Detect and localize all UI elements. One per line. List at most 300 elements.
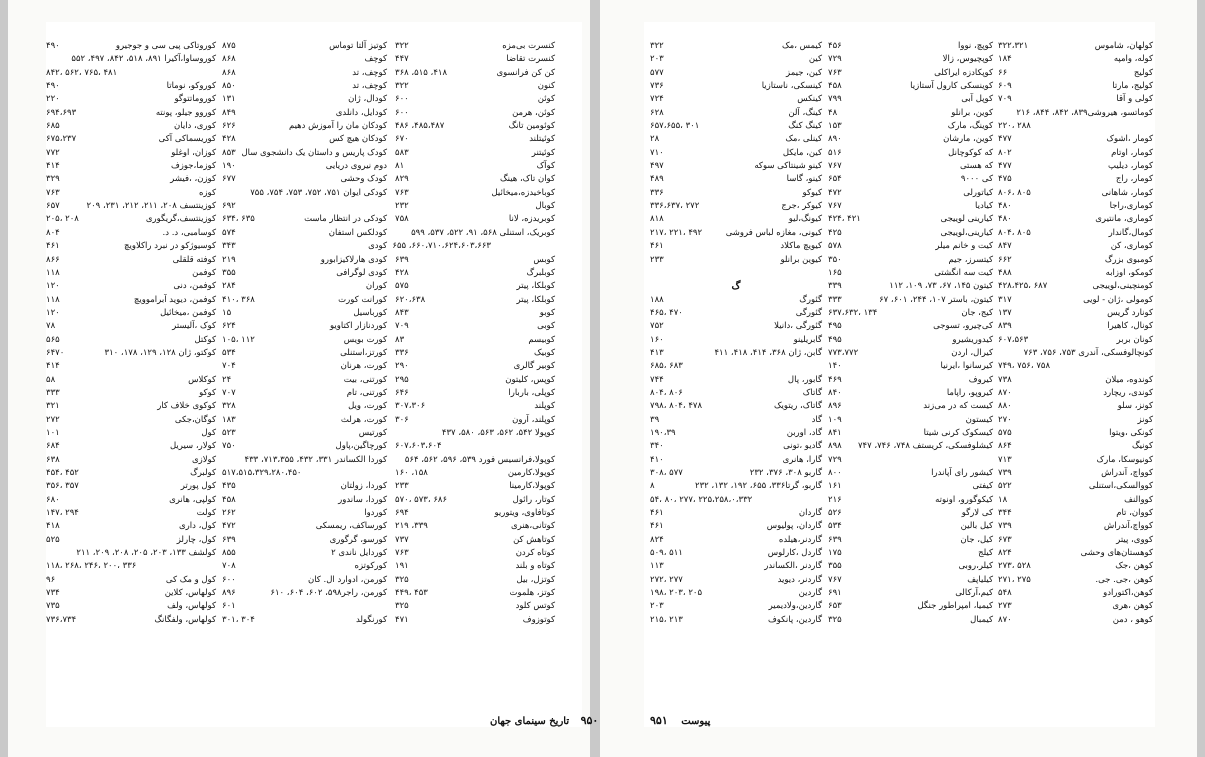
index-entry <box>650 67 822 80</box>
index-entry <box>828 480 993 493</box>
index-entry <box>828 213 993 226</box>
index-entry <box>46 440 216 453</box>
index-entry <box>650 254 822 267</box>
entry-name: کوچف، تد <box>352 67 387 78</box>
entry-name: کونز، سلو <box>1117 401 1153 412</box>
entry-pages: ۳۲۲ <box>650 41 664 51</box>
entry-name: کیادیا <box>975 201 993 212</box>
index-entry <box>46 187 216 200</box>
entry-pages: ۴۱۴ <box>46 161 60 172</box>
entry-pages: ۳۵۷ ،۳۵۶ <box>46 481 79 492</box>
entry-name: کومار، دیلیپ <box>1107 161 1153 172</box>
entry-name: کیلر،روبی <box>958 561 993 572</box>
entry-name: گئورگی ،دانیلا <box>774 321 822 332</box>
index-entry <box>998 547 1153 560</box>
entry-pages: ۲۷۵ ،۲۷۱ <box>998 574 1031 585</box>
entry-pages: ۷۶۳ <box>395 187 409 198</box>
index-column <box>828 40 993 627</box>
entry-name: کولار، سیریل <box>169 441 216 452</box>
entry-name: کنسرت بی‌مزه <box>502 41 555 51</box>
index-entry <box>392 240 555 253</box>
index-entry <box>46 254 216 267</box>
entry-pages: ۷۰۸ <box>222 561 236 572</box>
entry-pages: ۵۸ <box>46 374 56 385</box>
entry-name: کیتون، باستر ۱۰۷، ۲۴۴، ۶۰۱، ۶۷ <box>879 294 993 305</box>
index-entry <box>222 160 387 173</box>
entry-pages: ۲۰۸ ،۲۰۵ <box>46 214 79 225</box>
index-entry <box>46 307 216 320</box>
entry-pages: ۳۲۵ <box>395 601 409 612</box>
entry-pages: ۱۵۸، ۱۶۰ <box>395 468 428 478</box>
entry-name: کوفته قلقلی <box>172 254 216 265</box>
entry-name: کورت، هرنان <box>340 361 387 372</box>
index-entry <box>395 307 555 320</box>
entry-pages: ۱۴۰ <box>828 361 842 372</box>
entry-pages: ۱۸۸ <box>650 294 664 305</box>
entry-pages: ۲۰۵ ،۲۰۳ ،۱۹۸ <box>650 588 703 599</box>
entry-pages: ۳۱۷ <box>998 294 1012 305</box>
index-entry <box>650 53 822 66</box>
index-entry <box>650 454 822 467</box>
entry-pages: ۲۳۳ <box>395 481 409 492</box>
entry-name: کوبیسم <box>528 334 555 345</box>
entry-name: کونیگ <box>1132 441 1153 452</box>
entry-name: کیکوگورو، اونوته <box>935 494 993 505</box>
entry-name: گاد <box>811 414 822 425</box>
index-entry <box>998 427 1153 440</box>
entry-pages: ۲۹۰ <box>395 361 409 372</box>
index-entry <box>998 267 1153 280</box>
index-entry <box>828 520 993 533</box>
entry-pages: ۶۴۶ <box>395 387 409 398</box>
index-entry <box>222 507 387 520</box>
entry-pages: ۵۷۷ ،۳۰۸ <box>650 468 683 478</box>
index-column <box>998 40 1153 627</box>
entry-pages: ۷۰۹ <box>395 321 409 332</box>
entry-name: کیارینی،لوییجی <box>940 227 993 238</box>
entry-pages: ۷۴۴ <box>650 374 664 385</box>
index-entry <box>395 187 555 200</box>
entry-name: کوزینتسف ۲۰۸، ۲۱۱، ۲۱۲، ۲۳۱، ۲۰۹ <box>86 201 216 212</box>
entry-name: کوآک <box>536 161 555 172</box>
entry-pages: ۳۴۳ <box>222 241 236 252</box>
entry-name: کوپولا ۵۴۲، ۵۶۲، ۵۶۳، ۵۸۰، ۴۳۷ <box>441 427 555 438</box>
index-entry <box>222 454 387 467</box>
entry-pages: ۳۲۹ <box>46 174 60 185</box>
entry-name: کیلیاپف <box>967 574 993 585</box>
entry-name: کووان، تام <box>1116 508 1153 519</box>
index-entry <box>828 40 993 53</box>
entry-name: گاردین،ولادیمیر <box>768 601 822 612</box>
index-entry <box>46 133 216 146</box>
entry-name: کوتاهش کن <box>513 534 555 545</box>
index-entry <box>650 427 822 440</box>
index-entry <box>998 187 1153 200</box>
index-entry <box>395 334 555 347</box>
entry-name: کینسکی، ناستازیا <box>761 81 822 92</box>
entry-pages: ۳۲۵ <box>828 614 842 625</box>
index-entry <box>998 600 1153 613</box>
index-entry <box>828 147 993 160</box>
entry-name: کنسرت تقاضا <box>506 54 555 65</box>
entry-pages: ۸۴۰ <box>828 387 842 398</box>
left-page-footer <box>490 714 598 727</box>
entry-pages: ۵۲۶ <box>828 508 842 519</box>
entry-name: کوزما،جوزف <box>171 161 216 172</box>
index-entry <box>395 374 555 387</box>
entry-pages: ۲۸۴ <box>222 281 236 292</box>
entry-name: کوئومین تانگ <box>508 121 555 132</box>
index-entry <box>650 147 822 160</box>
index-entry <box>650 494 822 507</box>
entry-name: کودکی در انتظار ماست <box>304 214 387 225</box>
entry-name: کوپس، کلیتون <box>505 374 555 385</box>
index-entry <box>222 320 387 333</box>
entry-name: کوماری،راجا <box>1109 201 1153 212</box>
entry-name <box>301 467 387 480</box>
index-entry <box>650 334 822 347</box>
entry-pages: ۷۳۸ <box>998 374 1012 385</box>
entry-pages: ۷۰۴ <box>222 361 236 372</box>
index-entry <box>650 600 822 613</box>
index-entry <box>650 534 822 547</box>
entry-pages: ۳۰۱ ،۶۵۷،۶۵۵ <box>650 121 700 132</box>
index-entry <box>998 213 1153 226</box>
index-entry <box>998 93 1153 106</box>
entry-pages: ۶۳۵ ،۶۳۴ <box>222 214 255 225</box>
entry-name: کودکی ایوان ۷۵۱، ۷۵۲، ۷۵۳، ۷۵۴، ۷۵۵ <box>250 187 387 198</box>
index-entry <box>998 520 1153 533</box>
entry-pages: ۳۲۲ <box>395 41 409 51</box>
entry-name: کووی، پیتر <box>1116 534 1153 545</box>
index-entry <box>998 387 1153 400</box>
entry-name: کیست که در می‌زند <box>923 401 993 412</box>
index-entry <box>395 93 555 106</box>
index-entry <box>46 427 216 440</box>
index-entry <box>828 440 993 453</box>
entry-pages: ۱۶۵ <box>828 267 842 278</box>
entry-name: کیتون ۱۴۵، ۶۷، ۷۳، ۱۰۹، ۱۱۲ <box>889 281 993 292</box>
entry-name: کوریسماکی آکی <box>158 134 216 145</box>
entry-pages: ۴۷۰ ،۴۶۵ <box>650 307 683 318</box>
entry-pages: ۳۳۳ <box>828 294 842 305</box>
entry-name: کوروکو، نوماتا <box>166 81 216 92</box>
index-entry <box>46 213 216 226</box>
index-entry <box>222 387 387 400</box>
entry-name: کوپچیوس، زالا <box>942 54 993 65</box>
index-entry <box>828 107 993 120</box>
entry-pages: ۵۱۶ <box>828 147 842 158</box>
entry-pages: ۵۲۲ <box>998 481 1012 492</box>
entry-pages: ۸۹۶ <box>828 401 842 412</box>
entry-pages: ۴۷۲ <box>828 187 842 198</box>
entry-name: گاردین <box>798 588 822 599</box>
index-entry <box>828 454 993 467</box>
index-entry <box>222 213 387 226</box>
index-entry <box>46 93 216 106</box>
entry-name: کوبیر گالری <box>513 361 555 372</box>
entry-name: کیوکو <box>802 187 822 198</box>
entry-pages: ۶۳۹ <box>222 534 236 545</box>
entry-pages: ۸۸۰ <box>998 401 1012 412</box>
entry-name: کومبوی بزرگ <box>1104 254 1153 265</box>
entry-pages: ۳۵۰ <box>828 254 842 265</box>
index-entry <box>828 494 993 507</box>
entry-name: کورنگولد <box>355 614 387 625</box>
entry-pages: ۳۳۶ ،۲۰۰ ،۲۴۶ ،۲۶۸ ،۱۱۸ <box>46 561 137 572</box>
entry-name: گاردین، پانکوف <box>767 614 822 625</box>
entry-name: کیوکر ،جرج <box>781 201 822 212</box>
entry-pages: ۶۷۰ <box>395 134 409 145</box>
entry-pages: ۸۲۴ <box>650 534 664 545</box>
entry-pages: ۱۳۷ <box>998 307 1012 318</box>
index-entry <box>650 240 822 253</box>
entry-pages: ۴۹۷ <box>650 161 664 172</box>
entry-name: کولبرگ <box>190 468 216 478</box>
entry-name: کولیج <box>1133 67 1153 78</box>
entry-pages: ۸۶۴ <box>998 441 1012 452</box>
entry-pages: ۷۵۸ ،۷۵۶ ،۷۴۹ <box>998 361 1051 372</box>
entry-pages: ۳۹ <box>650 414 660 425</box>
entry-name: کومال،گاندار <box>1108 227 1153 238</box>
entry-pages: ۳۲۵ <box>395 574 409 585</box>
index-entry <box>222 400 387 413</box>
entry-pages: ۴۹۵ <box>828 334 842 345</box>
index-entry <box>650 320 822 333</box>
index-entry <box>828 307 993 320</box>
entry-name: کورتنی، بیت <box>343 374 387 385</box>
index-entry <box>222 467 387 480</box>
entry-pages: ۱۳۴ ،۶۳۷،۶۳۲ <box>828 307 878 318</box>
entry-pages: ۸۷۵ <box>222 41 236 51</box>
index-entry <box>395 133 555 146</box>
entry-name: کوروو جیلو، پونته <box>155 107 216 118</box>
index-entry <box>650 133 822 146</box>
entry-name <box>752 494 822 507</box>
entry-name: کیمس ،مک <box>782 41 822 51</box>
entry-pages: ۶۰۱ <box>222 601 236 612</box>
entry-name: کودی هارلاکیزابورو <box>320 254 387 265</box>
entry-name: کوپلند <box>534 401 555 412</box>
entry-name: کودایل، دانلدی <box>335 107 387 118</box>
index-entry <box>998 307 1153 320</box>
entry-pages: ۴۹۵ <box>828 321 842 332</box>
entry-name: کین، جیمز <box>786 67 822 78</box>
index-entry <box>650 160 822 173</box>
entry-pages: ۶۳۹ <box>395 254 409 265</box>
entry-name: گابن، ژان ۳۶۸، ۴۱۴، ۴۱۸، ۴۱۱ <box>714 347 822 358</box>
entry-name: کورکوتزه <box>354 561 387 572</box>
index-entry <box>395 107 555 120</box>
index-entry <box>46 534 216 547</box>
entry-pages: ۷۳۵ <box>46 601 60 612</box>
index-entry <box>395 147 555 160</box>
entry-pages: ۴۹۲ ،۲۲۱ ،۲۱۷ <box>650 227 703 238</box>
entry-pages: ۷۶۳ <box>828 67 842 78</box>
index-entry <box>828 133 993 146</box>
index-entry <box>395 213 555 226</box>
index-entry <box>46 107 216 120</box>
entry-pages: ۶۹۱ <box>828 588 842 599</box>
entry-name <box>60 360 216 373</box>
index-entry <box>828 334 993 347</box>
index-entry <box>998 467 1153 480</box>
index-entry <box>46 480 216 493</box>
index-entry <box>998 534 1153 547</box>
entry-name: کوپل آبی <box>961 94 993 105</box>
entry-pages: ۴۸۵،۴۸۷، ۴۸۶ <box>395 121 445 132</box>
entry-name <box>1050 360 1153 373</box>
entry-pages: ۷۳۴ <box>46 588 60 599</box>
entry-name: کوماری، کن <box>1110 241 1153 252</box>
index-entry <box>828 387 993 400</box>
entry-pages: ۸۰۶ ،۸۰۴ <box>650 387 683 398</box>
entry-name <box>236 200 387 213</box>
entry-pages: ۵۷۸ <box>828 241 842 252</box>
running-title: تاریخ سینمای جهان <box>490 716 570 727</box>
entry-name: کول <box>201 427 216 438</box>
entry-name: که کوکوچانل <box>948 147 993 158</box>
entry-name <box>683 360 822 373</box>
entry-name: کن کن فرانسوی <box>496 67 555 78</box>
entry-name <box>650 267 822 280</box>
entry-name: کیل، جان <box>960 534 993 545</box>
index-entry <box>222 574 387 587</box>
index-entry <box>650 307 822 320</box>
entry-name: کیت و خانم میلر <box>935 241 993 252</box>
entry-pages: ۲۲۵،۲۵۸،۰،۳۳۲ ،۲۷۷ ،۸۰ ،۵۴ <box>650 494 753 505</box>
entry-pages: ۶۰۰ <box>395 94 409 105</box>
index-entry <box>998 574 1153 587</box>
entry-pages: ۴۸۰ <box>998 201 1012 212</box>
index-entry <box>395 320 555 333</box>
entry-name: دوم نیروی دریایی <box>325 161 387 172</box>
entry-pages: ۴۱۰ <box>650 454 664 465</box>
entry-name: کولپی، هانری <box>169 494 216 505</box>
index-entry <box>998 374 1153 387</box>
entry-name: کوهن ،جک <box>1115 561 1153 572</box>
index-entry <box>222 520 387 533</box>
entry-name: کومار، اوتام <box>1111 147 1153 158</box>
entry-name: کینلی ،مک <box>785 134 822 145</box>
index-entry <box>395 547 555 560</box>
index-entry <box>46 334 216 347</box>
entry-pages: ۸۱ <box>395 161 405 172</box>
index-entry <box>828 534 993 547</box>
entry-name: کیتسرز، جیم <box>948 254 993 265</box>
entry-pages: ۲۷۲ ،۳۳۶،۶۳۷ <box>650 201 700 212</box>
index-entry <box>828 240 993 253</box>
index-entry <box>650 520 822 533</box>
entry-pages: ۳۲۸ <box>222 401 236 412</box>
entry-pages: ۴۶۱ <box>650 508 664 519</box>
index-entry <box>46 374 216 387</box>
entry-name: کوکلاس <box>188 374 216 385</box>
index-entry <box>828 547 993 560</box>
index-entry <box>395 40 555 53</box>
entry-pages: ۴۵۸ <box>828 81 842 92</box>
entry-pages: ۵۷۵ <box>998 427 1012 438</box>
index-entry <box>998 400 1153 413</box>
entry-pages: ۵۷۵ <box>395 281 409 292</box>
index-entry <box>222 307 387 320</box>
index-column <box>392 40 555 627</box>
index-entry <box>828 347 993 360</box>
entry-name: کیوین برانلو <box>780 254 822 265</box>
entry-pages: ۳۲۱ <box>46 401 60 412</box>
entry-pages: ۶۴۷۰ <box>46 347 65 358</box>
entry-name: کولشف ۱۳۳، ۲۰۳، ۲۰۵، ۲۰۸، ۲۰۹، ۲۱۱ <box>76 548 216 559</box>
entry-pages: ۷۳۶،۷۳۴ <box>46 614 77 625</box>
entry-name: کوبال <box>535 201 555 212</box>
entry-pages: ۸۴۷ <box>998 241 1012 252</box>
entry-name: کین <box>808 54 822 65</box>
entry-pages: ۶۹۴ <box>395 508 409 519</box>
entry-pages: ۷۳۹ <box>998 468 1012 478</box>
entry-name: کولی و آقا <box>1116 94 1153 105</box>
entry-pages: ۱۷۵ <box>828 548 842 559</box>
entry-name: کوبی <box>537 321 555 332</box>
entry-name: کینو، گاسا <box>786 174 822 185</box>
entry-pages: ۹۶ <box>46 574 56 585</box>
index-entry <box>650 614 822 627</box>
entry-pages: ۶۲۰،۶۳۸ <box>395 294 426 305</box>
entry-name: گاردل ،کارلوس <box>767 548 822 559</box>
entry-pages: ۸۰۵ ،۸۰۶ <box>998 187 1031 198</box>
entry-name: کومولی ،ژان - لویی <box>1083 294 1153 305</box>
entry-pages: ۶۸۴ <box>46 441 60 452</box>
entry-name: کنون <box>537 81 555 92</box>
entry-name: کوین، مارشان <box>943 134 993 145</box>
entry-name: کونارد گریس <box>1107 307 1153 318</box>
entry-name: کوپلی، باربارا <box>508 387 555 398</box>
index-entry <box>46 227 216 240</box>
index-entry <box>46 520 216 533</box>
entry-pages: ۶۶ <box>998 67 1008 78</box>
entry-name: گئورگی <box>795 307 822 318</box>
index-entry <box>222 120 387 133</box>
entry-name: گابور، پال <box>787 374 822 385</box>
index-entry <box>998 67 1153 80</box>
entry-pages: ۴۱۸، ۵۱۵، ۳۶۸ <box>395 67 448 78</box>
index-entry <box>828 467 993 480</box>
entry-pages: ۸۴۳ <box>395 307 409 318</box>
entry-name: گابریلینو <box>793 334 822 345</box>
index-entry <box>222 227 387 240</box>
entry-name: کودال، ژان <box>348 94 387 105</box>
index-entry <box>46 294 216 307</box>
entry-name: کونان بربر <box>1116 334 1153 345</box>
index-entry <box>650 440 822 453</box>
entry-name: کول، داری <box>179 521 216 532</box>
entry-pages: ۷۵۰ <box>222 441 236 452</box>
entry-name: کوران <box>365 281 387 292</box>
index-entry <box>828 400 993 413</box>
index-entry <box>222 53 387 66</box>
entry-pages: ۳۳۹، ۲۱۹ <box>395 521 428 532</box>
entry-pages: ۲۱۶ <box>828 494 842 505</box>
index-entry <box>395 227 555 240</box>
entry-name: کیویچ ماکلاد <box>780 241 822 252</box>
entry-pages: ۴۶۱ <box>46 241 60 252</box>
index-entry <box>650 187 822 200</box>
entry-pages: ۱۶۱ <box>828 481 842 492</box>
entry-name: کودکان هیچ کس <box>329 134 387 145</box>
index-entry <box>222 560 387 573</box>
entry-name: کوروماتتوگو <box>174 94 216 105</box>
entry-pages: ۶۷۵،۲۳۷ <box>46 134 77 145</box>
index-entry <box>46 160 216 173</box>
